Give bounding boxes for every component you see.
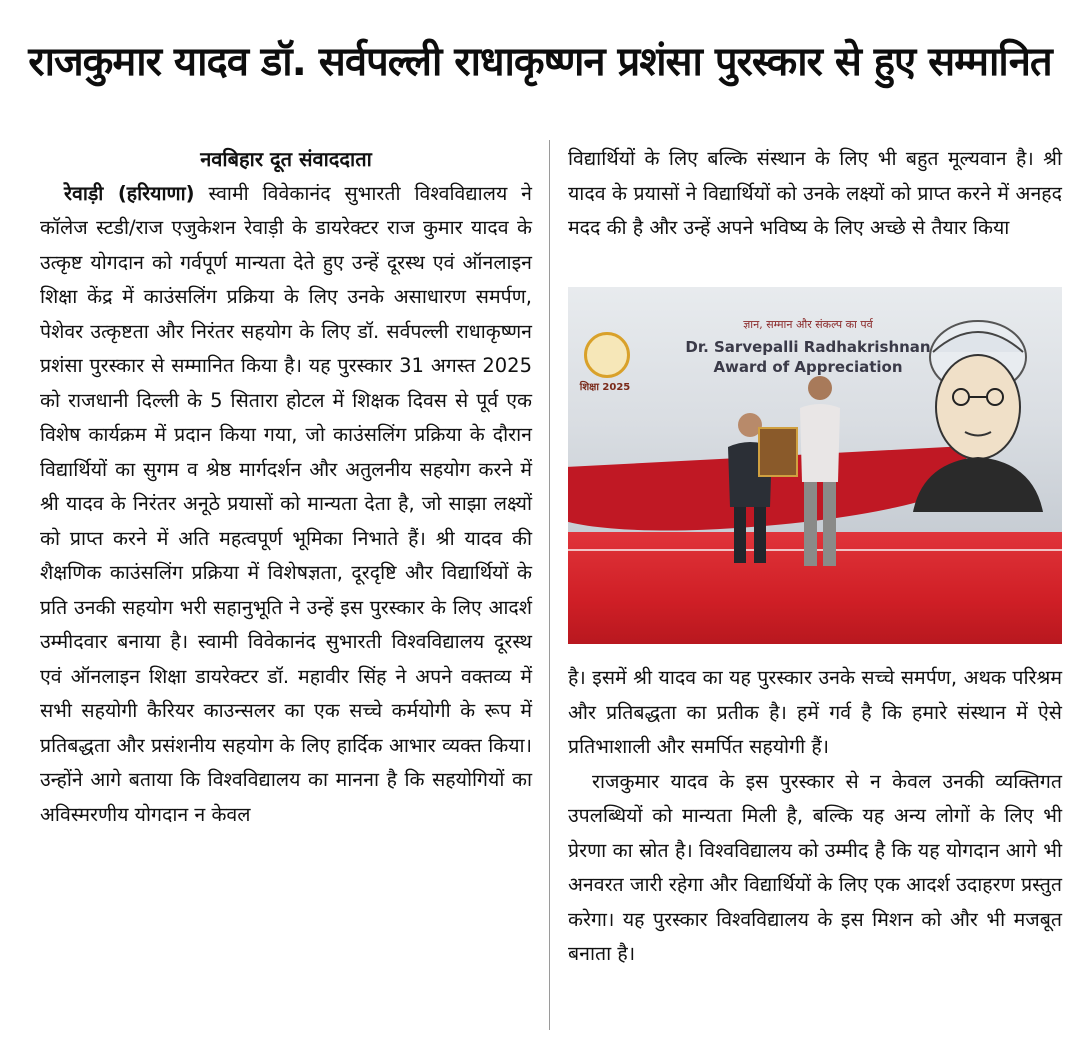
article-body-right-top: विद्यार्थियों के लिए बल्कि संस्थान के लिए भी बहुत मूल्यवान है। श्री यादव के प्रयासों ने विद्यार्थियों को उनके लक्ष्यों को प्राप्त करने में अनहद मदद की है और उन्हें अपने भविष्य के लिए अच्छे से तैयार किया bbox=[568, 147, 1062, 239]
article-column-right-lower bbox=[568, 661, 1062, 972]
column-divider bbox=[549, 140, 550, 1030]
byline: नवबिहार दूत संवाददाता bbox=[200, 147, 372, 171]
award-photo bbox=[568, 287, 1062, 644]
article-column-left bbox=[40, 142, 532, 832]
portrait-illustration bbox=[903, 297, 1053, 512]
award-plaque bbox=[758, 427, 798, 477]
headline: राजकुमार यादव डॉ. सर्वपल्ली राधाकृष्णन प्रशंसा पुरस्कार से हुए सम्मानित bbox=[28, 39, 1052, 85]
article-body-right-para2: राजकुमार यादव के इस पुरस्कार से न केवल उनकी व्यक्तिगत उपलब्धियों को मान्यता मिली है, बल्कि यह अन्य लोगों के लिए भी प्रेरणा का स्रोत है। विश्वविद्यालय को उम्मीद है कि यह योगदान आगे भी अनवरत जारी रहेगा और विद्यार्थियों के लिए एक आदर्श उदाहरण प्रस्तुत करेगा। यह पुरस्कार विश्वविद्यालय के इस मिशन को और भी मजबूत बनाता है। bbox=[568, 769, 1062, 965]
banner-tagline: ज्ञान, सम्मान और संकल्प का पर्व bbox=[743, 318, 873, 331]
article-body-left: स्वामी विवेकानंद सुभारती विश्वविद्यालय ने कॉलेज स्टडी/राज एजुकेशन रेवाड़ी के डायरेक्टर राज कुमार यादव के उत्कृष्ट योगदान को गर्वपूर्ण मान्यता देते हुए उन्हें दूरस्थ एवं ऑनलाइन शिक्षा केंद्र में काउंसलिंग प्रक्रिया के लिए उनके असाधारण समर्पण, पेशेवर उत्कृष्टता और निरंतर सहयोग के लिए डॉ. सर्वपल्ली राधाकृष्णन प्रशंसा पुरस्कार से सम्मानित किया है। यह पुरस्कार 31 अगस्त 2025 को राजधानी दिल्ली के 5 सितारा होटल में शिक्षक दिवस से पूर्व एक विशेष कार्यक्रम में प्रदान किया गया, जो काउंसलिंग प्रक्रिया के दौरान विद्यार्थियों का सुगम व श्रेष्ठ मार्गदर्शन और अतुलनीय सहयोग करने में श्री यादव के निरंतर अनूठे प्रयासों को मान्यता देता है, जो साझा लक्ष्यों को प्राप्त करने में अति महत्वपूर्ण भूमिका निभाते हैं। श्री यादव की शैक्षणिक काउंसलिंग प्रक्रिया में विशेषज्ञता, दूरदृष्टि और विद्यार्थियों के प्रति उनकी सहयोग भरी सहानुभूति ने उन्हें इस पुरस्कार के लिए आदर्श उम्मीदवार बनाया है। स्वामी विवेकानंद सुभारती विश्वविद्यालय दूरस्थ एवं ऑनलाइन शिक्षा डायरेक्टर डॉ. महावीर सिंह ने अपने वक्तव्य में सभी सहयोगी कैरियर काउन्सलर का एक सच्चे कर्मयोगी के रूप में प्रतिबद्धता और प्रसंशनीय सहयोग के लिए हार्दिक आभार व्यक्त किया। उन्होंने आगे बताया कि विश्वविद्यालय का मानना है कि सहयोगियों का अविस्मरणीय योगदान न केवल bbox=[40, 181, 532, 826]
emblem-text: शिक्षा 2025 bbox=[579, 382, 631, 393]
dateline: रेवाड़ी (हरियाणा) bbox=[64, 181, 195, 205]
event-emblem-icon bbox=[584, 332, 630, 378]
article-paragraph-1 bbox=[40, 177, 532, 833]
article-body-right-after-photo: है। इसमें श्री यादव का यह पुरस्कार उनके सच्चे समर्पण, अथक परिश्रम और प्रतिबद्धता का प्रतीक है। हमें गर्व है कि हमारे संस्थान में ऐसे प्रतिभाशाली और समर्पित सहयोगी हैं। bbox=[568, 666, 1062, 758]
person-right-figure bbox=[790, 372, 850, 572]
banner-title-line-2: Award of Appreciation bbox=[713, 358, 903, 376]
banner-title-line-1: Dr. Sarvepalli Radhakrishnan bbox=[685, 338, 931, 356]
